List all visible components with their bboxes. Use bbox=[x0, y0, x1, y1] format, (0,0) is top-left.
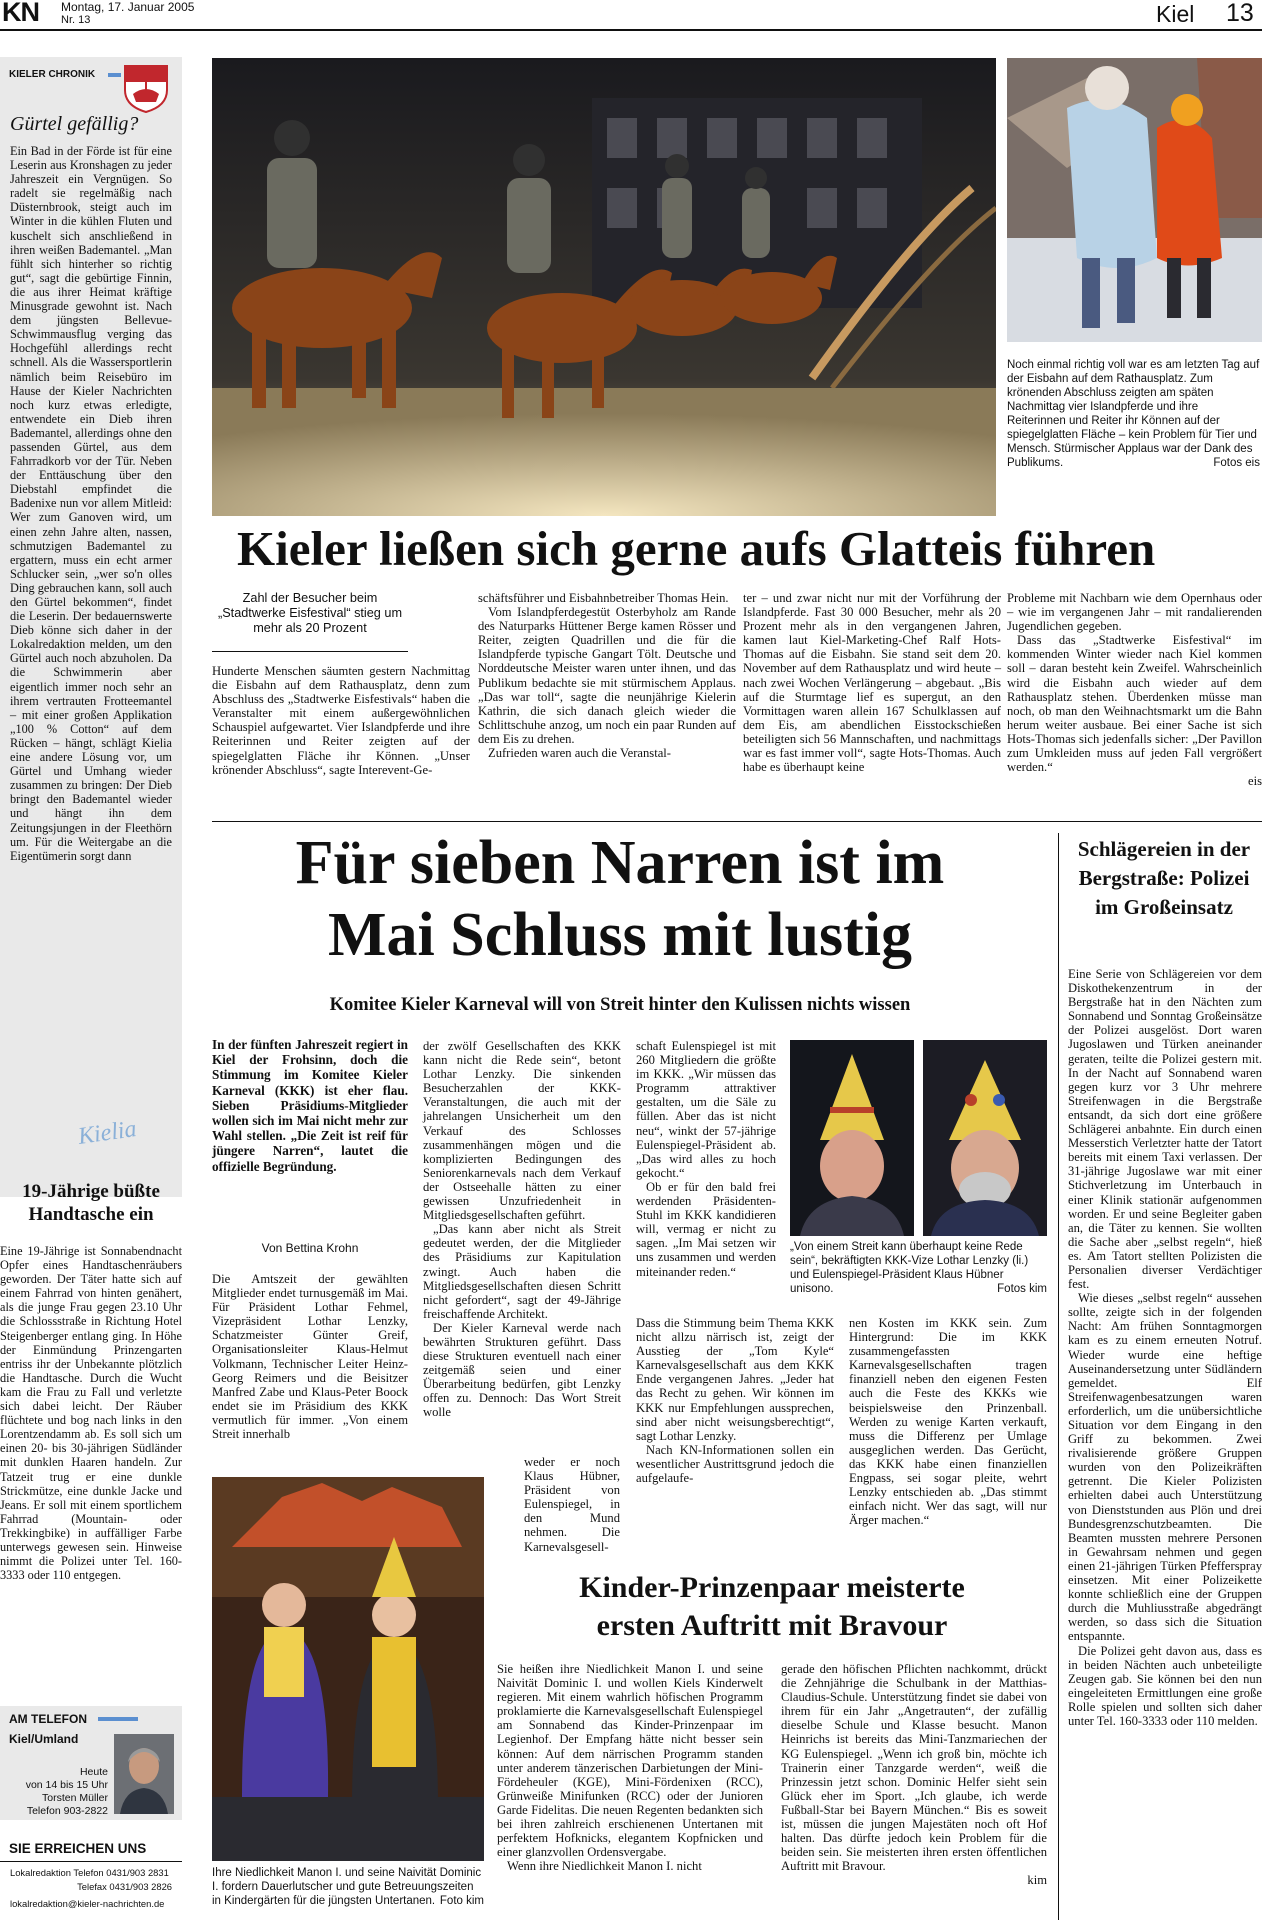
am-telefon-line2: von 14 bis 15 Uhr bbox=[25, 1779, 108, 1791]
eis-caption-text: Noch einmal richtig voll war es am letzten Tag auf der Eisbahn auf dem Rathausplatz. Zum krönenden Abschluss zeigten am späten Nachmittag vier Islandpferde und ihre Reiterinnen und Reiter ihr Können auf der spiegelglatten Fläche – kein Problem für Tier und Mensch. Stürmischer Applaus war der Dank des Publikums. bbox=[1007, 359, 1260, 469]
glatteis-col2 bbox=[478, 591, 736, 760]
glatteis-col1: Hunderte Menschen säumten gestern Nachmittag die Eisbahn auf dem Rathausplatz, denn zum Abschluss des „Stadtwerke Eisfestivals“ haben die Veranstalter mit einem außergewöhnlichen Schauspiel aufgewartet. Vier Islandpferde und ihre Reiterinnen und Reiter zeigten auf der spiegelglatten Fläche ihr Können. „Unser krönender Abschluss“, sagte Interevent-Ge- bbox=[212, 664, 470, 777]
kkk-photo-caption bbox=[790, 1240, 1047, 1296]
narren-headline-line2: Mai Schluss mit lustig bbox=[328, 901, 912, 969]
glatteis-col3: ter – und zwar nicht nur mit der Vorführung der Islandpferde. Fast 30 000 Besucher, mehr als 20 Prozent mehr als in den vergangenen Jahren, kamen laut Kiel-Marketing-Chef Ralf Hots-Thomas auf die Eisbahn. Sie stand seit dem 20. November auf dem Rathausplatz und wird heute – nach zwei Wochen Verlängerung – abgebaut. „Bis auf die Sturmtage lief es supergut, an den Vormittagen waren allein 167 Schulklassen auf dem Eis, am abendlichen Eisstockschießen beteiligten sich 56 Mannschaften, und nachmittags war es fast immer voll“, sagte Hots-Thomas. Auch habe es überhaupt keine bbox=[743, 591, 1001, 775]
am-telefon-bar bbox=[98, 1717, 138, 1721]
glatteis-col2-p1: schäftsführer und Eisbahnbetreiber Thomas Hein. bbox=[478, 591, 729, 605]
glatteis-col2-p3: Zufrieden waren auch die Veranstal- bbox=[488, 746, 671, 761]
glatteis-col4-p2: Dass das „Stadtwerke Eisfestival“ im kommenden Winter wieder nach Kiel kommen soll – daran besteht kein Zweifel. Wahrscheinlich wird die Eisbahn auch wieder auf dem Rathausplatz stehen. Überdenken müsse man noch, ob man den Weihnachtsmarkt um die Bahn herum weiter ausbaue. Bei einer Sache ist sich Hots-Thomas sich jedenfalls sicher: „Der Pavillon zum Umkleiden muss auf jeden Fall vergrößert werden.“ bbox=[1007, 633, 1262, 775]
section-divider bbox=[212, 821, 1262, 822]
bergstrasse-headline: Schlägereien in der Bergstraße: Polizei im Großeinsatz bbox=[1077, 837, 1251, 919]
glatteis-col4 bbox=[1007, 591, 1262, 788]
kinder-col2 bbox=[781, 1662, 1047, 1888]
contact-label: SIE ERREICHEN UNS bbox=[9, 1841, 147, 1856]
narren-col3-p1: schaft Eulenspiegel ist mit 260 Mitgliedern die größte im KKK. „Wir müssen das Programm attraktiver gestalten, um die Säle zu füllen. Aber das ist nicht neu“, winkt der 57-jährige Eulenspiegel-Präsident ab. „Das wird alles zu hoch gekocht.“ bbox=[636, 1039, 776, 1180]
narren-col2-p3: Der Kieler Karneval werde nach bewährten Strukturen geführt. Dass diese Strukturen eventuell nach einer zeitgemäß seien und einer Überarbeitung bedürfen, gibt Lenzky offen zu. Dennoch: Das Wort Streit wolle bbox=[423, 1320, 621, 1420]
narren-col3-p3: Dass die Stimmung beim Thema KKK nicht allzu närrisch ist, zeigt der Ausstieg der „Tom Kyle“ Karnevalsgesellschaft aus dem KKK Ende vergangenen Jahres. „Jeder hat das Recht zu gehen. Wir können im KKK nur Empfehlungen aussprechen, sind aber nicht weisungsberechtigt“, sagt Lothar Lenzky. bbox=[636, 1316, 834, 1443]
bergstrasse-p3: Die Polizei geht davon aus, dass es in beiden Nächten auch unbeteiligte Zeugen gab. Sie können bei den nun eingeleiteten Ermittlungen eine große Rolle spielen und sollten sich daher unter Tel. 160-3333 oder 110 melden. bbox=[1068, 1643, 1262, 1728]
am-telefon-label: AM TELEFON bbox=[9, 1712, 87, 1726]
narren-col2-p1: der zwölf Gesellschaften des KKK kann nicht die Rede sein“, betont Lothar Lenzky. Die sinkenden Besucherzahlen der KKK-Veranstaltungen, die auch mit der jahrelangen Unsicherheit um den Verkauf des Schlosses zusammenhängen mögen und die komplizierten Bedingungen des Seniorenkarnevals nach dem Verkauf der Ostseehalle hätten zu einer gewissen Unzufriedenheit in Mitgliedsgesellschaften geführt. bbox=[423, 1039, 621, 1223]
chronik-text: Ein Bad in der Förde ist für eine Leserin aus Kronshagen zu jeder Jahreszeit ein Vergnügen. So radelt sie regelmäßig nach Düsternbrook, steigt auch im Winter in die kühlen Fluten und kuschelt sich anschließend in ihren weißen Bademantel. „Man fühlt sich hinterher so richtig gut“, sagt die gebürtige Finnin, die aus ihrer Heimat kräftige Minusgrade gewohnt ist. Nach dem jüngsten Bellevue-Schwimmausflug verging das Hochgefühl allerdings recht schnell. Als die Wassersportlerin nämlich beim Reisebüro im Hause der Kieler Nachrichten noch kurz etwas erledigte, entwendete ein Dieb ihren Bademantel, allerdings ohne den passenden Gürtel, aus dem Fahrradkorb vor der Tür. Neben der Enttäuschung über den Diebstahl empfindet die Badenixe nun vor allem Mitleid: Wer zum Ganoven wird, um einen zehn Jahre alten, nassen, schmutzigen Bademantel zu ergattern, muss ein echt armer Schlucker sein, „wer so'n olles Ding gebrauchen kann, soll auch den Gürtel bekommen“, findet die Leserin. Der bedauernswerte Dieb könne sich daher in der Lokalredaktion melden, um den Gürtel auch noch abzuholen. Da die Schwimmerin aber eigentlich immer noch sehr an ihrem vertrauten Frotteemantel – mit einer großen Applikation „100 % Cotton“ auf dem Rücken – hängt, schlägt Kielia eine andere Lösung vor, um Gürtel und Umhang wieder zusammen zu bringen: Der Dieb bringt den Bademantel wieder und hängt ihn dem Zeitungsjungen in der Fleethörn um. Für die Weitergabe an die Eigentümerin sorgt dann bbox=[10, 144, 172, 863]
masthead-rule bbox=[0, 29, 1262, 31]
am-telefon-line1: Heute bbox=[79, 1766, 108, 1778]
narren-col2-continued: weder er noch Klaus Hübner, Präsident von Eulenspiegel, in den Mund nehmen. Die Karnevalsgesell- bbox=[524, 1455, 620, 1554]
narren-col3 bbox=[636, 1039, 776, 1279]
am-telefon-line3: Torsten Müller bbox=[42, 1792, 108, 1804]
narren-col3-p2: Ob er für den bald frei werdenden Präsidenten-Stuhl im KKK kandidieren will, vermag er nicht zu sagen. „Im Mai setzen wir uns zusammen und werden miteinander reden.“ bbox=[636, 1179, 776, 1279]
kieler-chronik bbox=[0, 57, 182, 1197]
masthead-logo: KN bbox=[2, 0, 39, 27]
am-telefon-line4: Telefon 903-2822 bbox=[26, 1805, 108, 1817]
kkk-caption-text: „Von einem Streit kann überhaupt keine Rede sein“, bekräftigten KKK-Vize Lothar Lenzky (li.) und Eulenspiegel-Präsident Klaus Hübner unisono. bbox=[790, 1241, 1029, 1295]
kinder-headline-line1: Kinder-Prinzenpaar meisterte bbox=[579, 1571, 965, 1604]
huebner-photo bbox=[923, 1040, 1047, 1236]
islandpferde-photo bbox=[212, 58, 996, 516]
glatteis-col2-p2: Vom Islandpferdegestüt Osterbyholz am Rande des Naturparks Hüttener Berge kamen Rösser und Reiter, zeigten Quadrillen und die für die Islandpferde typische Gangart Tölt. Deutsche und Norddeutsche Meister waren unter ihnen, und das Publikum bedachte sie mit stürmischem Applaus. „Das war toll“, sagte die neunjährige Kielerin Kathrin, die sich danach gleich wieder die Schlittschuhe anzog, um noch ein paar Runden auf dem Eis zu drehen. bbox=[478, 605, 736, 746]
narren-col4: nen Kosten im KKK sein. Zum Hintergrund: Die im KKK zusammengefassten Karnevalsgesellschaften tragen finanziell neben den eigenen Festen auch die Feste des KKKs wie beispielsweise den Prinzenball. Werden zu wenige Karten verkauft, muss die Differenz per Umlage ausgeglichen werden. Das Gerücht, das KKK habe einen finanziellen Engpass, sei sogar pleite, wehrt Lenzky entschieden ab. „Das stimmt einfach nicht. Wer das sagt, will nur Ärger machen.“ bbox=[849, 1316, 1047, 1528]
kinder-col1-p1: Sie heißen ihre Niedlichkeit Manon I. und seine Naivität Dominic I. und wollen Kiels Kinderwelt regieren. Mit einem wahrlich höfischen Programm proklamierte die Karnevalsgesellschaft Eulenspiegel am Sonnabend das Kinder-Prinzenpaar im Legienhof. Der Empfang hätte nicht besser sein können: Auf dem närrischen Programm standen unter anderem tänzerischen Darbietungen der Mini-Fördeheuler (KGE), Mini-Fördenixen (RCC), Grünweiße Minifunken (RCC) oder der Junioren Garde Fidelitas. Die neuen Regenten bedankten sich bei ihren zahlreich erschienenen Untertanen mit perfektem Hofknicks, elegantem Kopfnicken und einer glanzvollen Ordensvergabe. bbox=[497, 1662, 763, 1860]
glatteis-subhead: Zahl der Besucher beim „Stadtwerke Eisfestival“ stieg um mehr als 20 Prozent bbox=[217, 591, 403, 635]
narren-headline-line1: Für sieben Narren ist im bbox=[295, 829, 945, 897]
masthead-issue: Nr. 13 bbox=[61, 14, 91, 26]
prinzenpaar-caption bbox=[212, 1866, 484, 1908]
glatteis-col4-p1: Probleme mit Nachbarn wie dem Opernhaus oder – wie im vergangenen Jahr – mit randalierenden Jugendlichen gegeben. bbox=[1007, 591, 1262, 634]
glatteis-subhead-rule bbox=[212, 651, 408, 652]
prinzenpaar-photo bbox=[212, 1477, 484, 1861]
prinzenpaar-caption-text: Ihre Niedlichkeit Manon I. und seine Naivität Dominic I. fordern Dauerlutscher und gute Betreuungszeiten in Kindergärten für die jüngsten Untertanen. bbox=[212, 1867, 482, 1907]
contact-email[interactable]: lokalredaktion@kieler-nachrichten.de bbox=[10, 1898, 165, 1909]
prinzenpaar-caption-credit: Foto kim bbox=[439, 1895, 484, 1907]
narren-col3-p4: Nach KN-Informationen sollen ein wesentlicher Austrittsgrund jedoch die aufgelaufe- bbox=[636, 1442, 834, 1486]
editor-portrait bbox=[114, 1734, 174, 1814]
chronik-label: KIELER CHRONIK bbox=[9, 69, 96, 80]
am-telefon-place: Kiel/Umland bbox=[9, 1732, 79, 1746]
section-name: Kiel bbox=[1156, 1, 1195, 27]
kinder-col2-credit: kim bbox=[1027, 1873, 1047, 1888]
glatteis-col4-credit: eis bbox=[1248, 774, 1262, 789]
handtasche-headline: 19-Jährige büßte Handtasche ein bbox=[22, 1181, 160, 1225]
narren-col3-wide bbox=[636, 1316, 834, 1485]
narren-col2 bbox=[423, 1039, 621, 1420]
kielia-signature: Kielia bbox=[76, 1116, 139, 1150]
kkk-caption-credit: Fotos kim bbox=[997, 1283, 1047, 1295]
narren-col1: Die Amtszeit der gewählten Mitglieder endet turnusgemäß im Mai. Für Präsident Lothar Fehmel, Vizepräsident Lothar Lenzky, Schatzmeister Günter Greif, Organisationsleiter Klaus-Helmut Volkmann, Technischer Leiter Heinz-Georg Reimers und die Beisitzer Manfred Zabe und Klaus-Peter Boock endet sie im Präsidium des KKK vermutlich für immer. „Von einem Streit innerhalb bbox=[212, 1272, 408, 1442]
eis-photo-caption bbox=[1007, 358, 1260, 470]
chronik-label-bar bbox=[108, 73, 121, 77]
glatteis-headline: Kieler ließen sich gerne aufs Glatteis führen bbox=[237, 521, 1156, 576]
bergstrasse-p1: Eine Serie von Schlägereien vor dem Diskothekenzentrum in der Bergstraße hat in den Nächten zum Sonnabend und Sonntag Großeinsätze der Polizei ausgelöst. Dort waren Jugoslawen und Türken aneinander geraten, teilte die Polizei gestern mit. In der Nacht auf Sonnabend waren gegen kurz vor 3 Uhr mehrere Streifenwagen in die Bergstraße entsandt, da sich dort eine größere Schlägerei anbahnte. Ein durch einen Messerstich Verletzter hatte der Tatort bereits mit einem Taxi verlassen. Der 31-jährige Jugoslawe war mit einer Stichverletzung im Unterbauch in einer Klinik stationär aufgenommen worden. Er und seine Begleiter gaben an, die Täter zu kennen. Sie wollten die Sache aber „selbst regeln“, hieß es. Am Tatort stellten Polizisten die Personalien diverser Verdächtiger fest. bbox=[1068, 967, 1262, 1292]
page-number: 13 bbox=[1226, 0, 1254, 27]
kinder-col2-p1: gerade den höfischen Pflichten nachkommt, drückt die Zehnjährige die Schulbank in der Matthias-Claudius-Schule. Unterstützung findet sie dabei von ihrem für ein Jahr „Angetrauten“, der zufällig dieselbe Schule und Klasse besucht. Manon Heinrichs ist bereits das Mini-Tanzmariechen der KG Eulenspiegel. „Wenn ich groß bin, möchte ich Trainerin einer Tanzgarde werden“, weiß die Prinzessin jetzt schon. Dominic Helfer sieht sein Glück eher im Sport. „Ich glaube, ich werde Fußball-Star bei Bayern München.“ Bis es soweit ist, müssen die jungen Majestäten noch oft Hof halten. Das dürfte jedoch kein Problem für die beiden sein. Sie meisterten ihren ersten öffentlichen Auftritt mit Bravour. bbox=[781, 1662, 1047, 1874]
kiel-coat-of-arms-icon bbox=[123, 64, 169, 114]
eislauf-photo bbox=[1007, 58, 1262, 342]
lenzky-photo bbox=[790, 1040, 914, 1236]
handtasche-text: Eine 19-Jährige ist Sonnabendnacht Opfer eines Handtaschenräubers geworden. Der Täter hatte sich auf einem Fahrrad von hinten genähert, als die junge Frau gegen 23.10 Uhr die Schlossstraße in Richtung Hotel Steigenberger entlang ging. In Höhe der Einmündung Prinzengarten entriss ihr der Unbekannte plötzlich die Handtasche. Durch die Wucht kam die Frau zu Fall und verletzte sich dabei leicht. Der Räuber flüchtete und bog nach links in den Lorentzendamm ab. Es soll sich um einen 20- bis 30-jährigen Südländer mit dunklen Haaren handeln. Zur Tatzeit trug er eine dunkle Strickmütze, eine dunkle Jacke und Jeans. Er soll mit einem sportlichem Fahrrad (Mountain- oder Trekkingbike) in auffälliger Farbe unterwegs gewesen sein. Hinweise nimmt die Polizei unter Tel. 160-3333 oder 110 entgegen. bbox=[0, 1244, 182, 1583]
am-telefon-box bbox=[0, 1706, 182, 1820]
contact-phone: Lokalredaktion Telefon 0431/903 2831 bbox=[10, 1867, 169, 1878]
contact-rule bbox=[0, 1861, 182, 1862]
eis-caption-credit: Fotos eis bbox=[1213, 457, 1260, 469]
kinder-col1 bbox=[497, 1662, 763, 1873]
masthead-date: Montag, 17. Januar 2005 bbox=[61, 0, 195, 14]
narren-byline: Von Bettina Krohn bbox=[261, 1241, 359, 1255]
narren-col2-p2: „Das kann aber nicht als Streit gedeutet werden, der die Mitglieder des Präsidiums zur Kapitulation zwingt. Auch haben die Mitgliedsgesellschaften diesen Schritt nicht gefordert“, sagt der 49-Jährige freischaffende Architekt. bbox=[423, 1222, 621, 1321]
contact-fax: Telefax 0431/903 2826 bbox=[77, 1881, 172, 1892]
contact-box bbox=[0, 1830, 182, 1920]
bergstrasse-p2: Wie dieses „selbst regeln“ aussehen sollte, zeigte sich in der folgenden Nacht: Am frühen Sonntagmorgen kam es zu einem erneuten Notruf. Wieder wurde eine heftige Auseinandersetzung unter Südländern gemeldet. Elf Streifenwagenbesatzungen waren erforderlich, um die unübersichtliche Situation vor dem Eingang in den Griff zu bekommen. Zwei rivalisierende größere Gruppen wurden von den Polizeikräften getrennt. Die Kieler Polizisten erhielten dabei auch Unterstützung von Dienststunden aus Plön und drei Bundesgrenzschutzbeamten. Die Beamten mussten mehrere Personen in Gewahrsam nehmen und gegen einen 21-jährigen Türken Pfefferspray einsetzen. Mit einer Polizeikette konnte schließlich eine der Gruppen durch die Muhliusstraße abgedrängt werden, so dass sich die Situation entspannte. bbox=[1068, 1291, 1262, 1644]
right-column-rule bbox=[1058, 833, 1059, 1920]
bergstrasse-article bbox=[1068, 967, 1262, 1728]
masthead bbox=[0, 0, 1262, 30]
kinder-headline-line2: ersten Auftritt mit Bravour bbox=[596, 1609, 948, 1642]
narren-lead: In der fünften Jahreszeit regiert in Kiel der Frohsinn, doch die Stimmung im Komitee Kieler Karneval (KKK) ist eher flau. Sieben Präsidiums-Mitglieder wollen sich im Mai nicht mehr zur Wahl stellen. „Die Zeit ist reif für jüngere Narren“, lautet die offizielle Begründung. bbox=[212, 1037, 408, 1174]
chronik-title: Gürtel gefällig? bbox=[10, 113, 139, 135]
kinder-col1-p2: Wenn ihre Niedlichkeit Manon I. nicht bbox=[507, 1859, 702, 1874]
narren-subhead: Komitee Kieler Karneval will von Streit hinter den Kulissen nichts wissen bbox=[329, 995, 911, 1015]
